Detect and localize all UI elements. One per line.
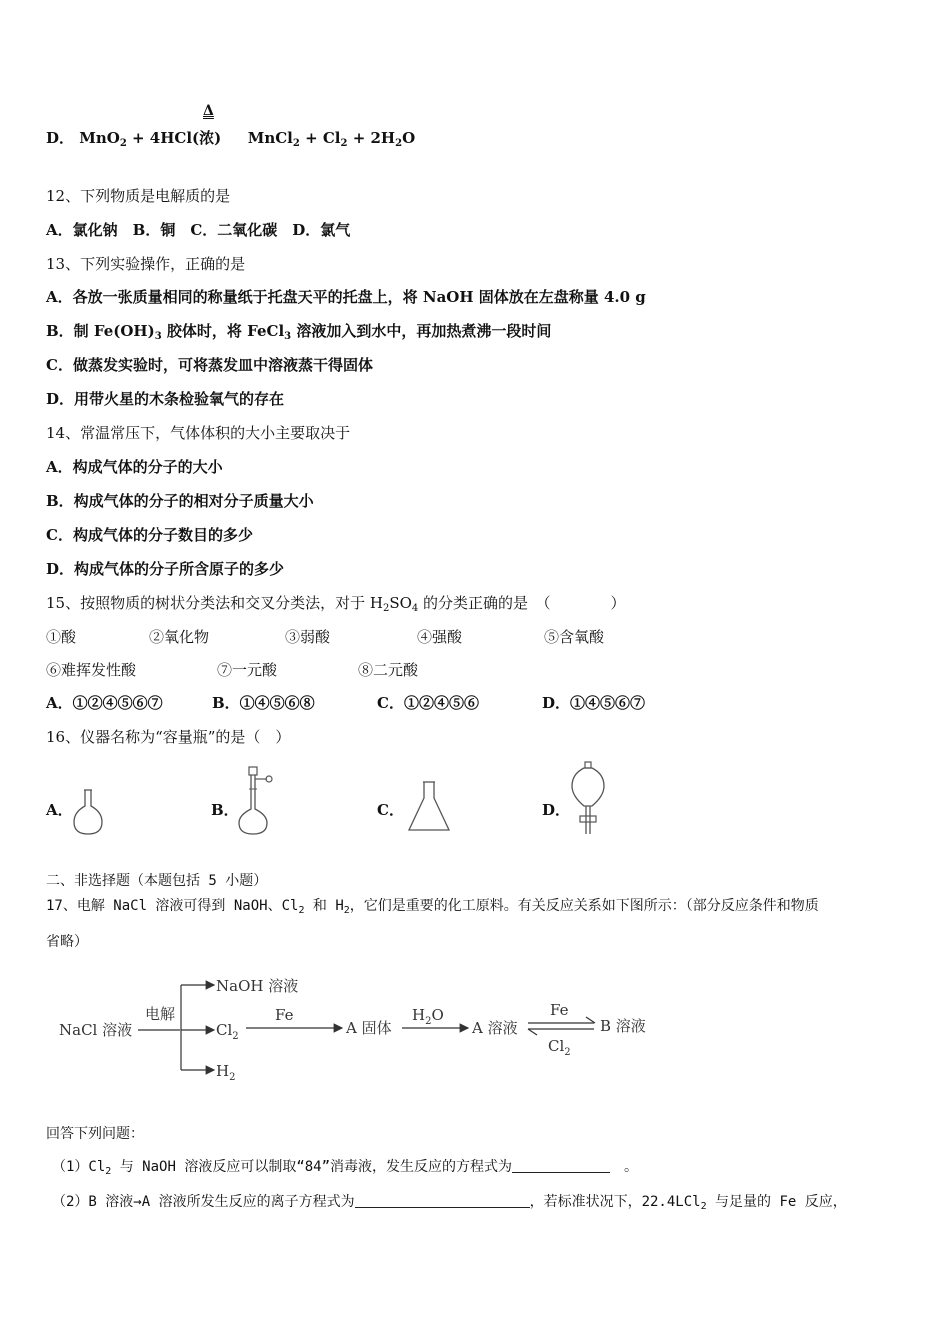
q15-item-3: ③弱酸	[285, 628, 331, 646]
subscript: 2	[292, 138, 300, 149]
q16-stem: 16、仪器名称为“容量瓶”的是（ ）	[46, 728, 291, 746]
subscript: 2	[343, 905, 350, 916]
q14-optC: C．构成气体的分子数目的多少	[46, 526, 253, 544]
diagram-a-solid: A 固体	[346, 1019, 392, 1037]
subscript: 2	[395, 138, 403, 149]
option-letter: D．	[46, 129, 75, 147]
q16-label-B: B．	[211, 801, 239, 819]
section2-title: 二、非选择题（本题包括 5 小题）	[46, 873, 268, 889]
q12-options: A．氯化钠 B．铜 C．二氧化碳 D．氯气	[46, 221, 351, 239]
text-part: B．制 Fe(OH)	[46, 322, 155, 340]
answer-blank-2[interactable]	[355, 1193, 530, 1208]
text-part: ，它们是重要的化工原料。有关反应关系如下图所示：（部分反应条件和物质	[349, 898, 819, 914]
separatory-funnel-icon	[568, 760, 608, 838]
q17-stem-line2: 省略）	[46, 934, 88, 950]
q15-item-8: ⑧二元酸	[358, 661, 419, 679]
text-part: 与足量的 Fe 反应，	[706, 1194, 847, 1210]
q13-optC: C．做蒸发实验时，可将蒸发皿中溶液蒸干得固体	[46, 356, 373, 374]
q16-label-D: D．	[542, 801, 571, 819]
q15-optC: C．①②④⑤⑥	[377, 694, 479, 712]
text-part: （2）B 溶液→A 溶液所发生反应的离子方程式为	[52, 1194, 355, 1210]
text-part: 胶体时，将 FeCl	[161, 322, 285, 340]
q15-optA: A．①②④⑤⑥⑦	[46, 694, 163, 712]
q15-stem	[46, 593, 626, 619]
formula-part: MnCl	[247, 129, 293, 147]
subscript: 2	[119, 138, 127, 149]
text-part: SO	[389, 594, 412, 612]
q14-optA: A．构成气体的分子的大小	[46, 458, 223, 476]
text-part: 。	[624, 1159, 639, 1175]
formula-part: O	[402, 129, 416, 147]
diagram-b-solution: B 溶液	[600, 1017, 646, 1035]
subscript: 2	[298, 905, 305, 916]
diagram-cl2-label: $Cl_2$	[548, 1037, 571, 1058]
volumetric-flask-icon	[235, 765, 275, 837]
text-part: 与 NaOH 溶液反应可以制取“84”消毒液，发生反应的方程式为	[111, 1159, 513, 1175]
q15-optB: B．①④⑤⑥⑧	[212, 694, 315, 712]
q17-part2	[52, 1192, 847, 1217]
subscript: 4	[411, 603, 419, 614]
subscript: 2	[700, 1201, 707, 1212]
subscript: 3	[284, 331, 292, 342]
q16-label-A: A．	[46, 801, 73, 819]
formula-part: + Cl	[299, 129, 341, 147]
q15-item-1: ①酸	[46, 628, 77, 646]
q14-stem: 14、常温常压下，气体体积的大小主要取决于	[46, 424, 351, 442]
q14-optD: D．构成气体的分子所含原子的多少	[46, 560, 285, 578]
diagram-h2o-label: $H_2O$	[412, 1006, 444, 1027]
q15-item-6: ⑥难挥发性酸	[46, 661, 137, 679]
text-part: （1）Cl	[52, 1159, 106, 1175]
diagram-naoh: NaOH 溶液	[216, 977, 299, 995]
formula-part: + 2H	[347, 129, 396, 147]
q15-item-2: ②氧化物	[149, 628, 210, 646]
reaction-diagram	[50, 965, 670, 1090]
q17-stem	[46, 896, 819, 921]
diagram-start-nacl: NaCl 溶液	[59, 1021, 133, 1039]
subscript: 3	[154, 331, 162, 342]
diagram-fe2-label: Fe	[550, 1001, 569, 1019]
answer-blank-1[interactable]	[512, 1158, 610, 1173]
diagram-cl2: $Cl_2$	[216, 1021, 239, 1042]
text-part: 和 H	[304, 898, 344, 914]
diagram-a-solution: A 溶液	[472, 1019, 518, 1037]
q11-optD-delta: Δ	[203, 103, 214, 119]
formula-part: + 4HCl(浓)	[126, 129, 222, 147]
q14-optB: B．构成气体的分子的相对分子质量大小	[46, 492, 314, 510]
subscript: 2	[105, 1166, 112, 1177]
text-part: 17、电解 NaCl 溶液可得到 NaOH、Cl	[46, 898, 299, 914]
q13-optA: A．各放一张质量相同的称量纸于托盘天平的托盘上，将 NaOH 固体放在左盘称量 4.0 g	[46, 288, 646, 306]
q13-stem: 13、下列实验操作，正确的是	[46, 255, 246, 273]
subscript: 2	[340, 138, 348, 149]
text-part: ，若标准状况下，22.4LCl	[529, 1194, 701, 1210]
q12-stem: 12、下列物质是电解质的是	[46, 187, 231, 205]
q17-answer-intro: 回答下列问题：	[46, 1126, 144, 1142]
text-part: 溶液加入到水中，再加热煮沸一段时间	[291, 322, 552, 340]
diagram-electrolysis: 电解	[145, 1005, 176, 1023]
q11-optD	[46, 128, 415, 154]
q13-optD: D．用带火星的木条检验氧气的存在	[46, 390, 285, 408]
q15-optD: D．①④⑤⑥⑦	[542, 694, 646, 712]
q16-label-C: C．	[377, 801, 404, 819]
text-part: 15、按照物质的树状分类法和交叉分类法，对于 H	[46, 594, 383, 612]
q13-optB	[46, 321, 551, 347]
diagram-h2: $H_2$	[216, 1062, 236, 1083]
diagram-fe-label: Fe	[275, 1006, 294, 1024]
conical-flask-icon	[405, 780, 453, 836]
q15-item-5: ⑤含氧酸	[544, 628, 605, 646]
formula-part: MnO	[79, 129, 120, 147]
subscript: 2	[382, 603, 390, 614]
text-part: 的分类正确的是 （ ）	[418, 594, 626, 612]
q17-part1	[52, 1157, 638, 1182]
q15-item-4: ④强酸	[417, 628, 463, 646]
round-flask-icon	[70, 788, 106, 838]
q15-item-7: ⑦一元酸	[217, 661, 278, 679]
